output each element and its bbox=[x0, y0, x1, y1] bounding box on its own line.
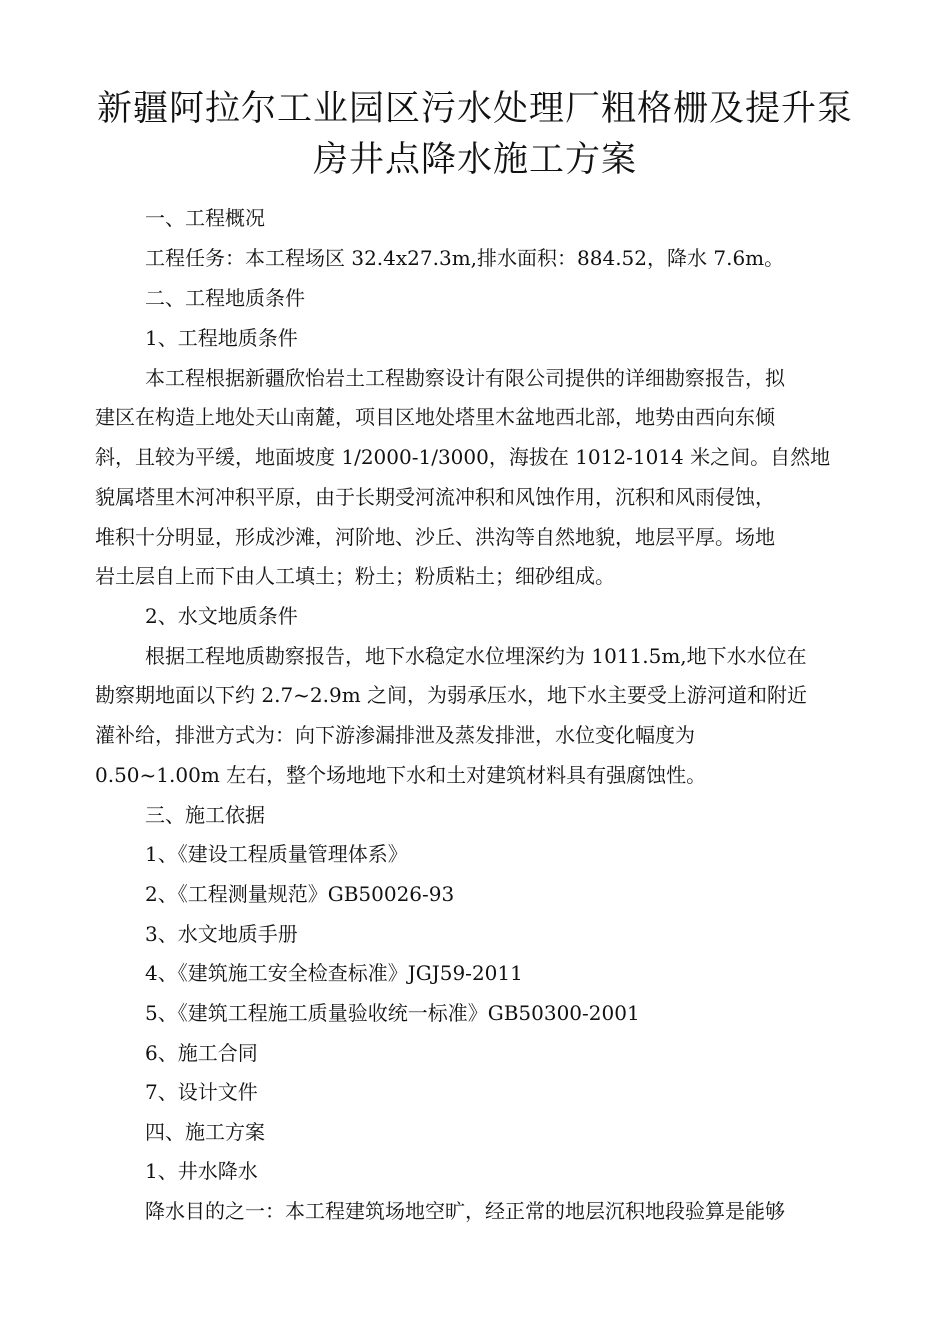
paragraph-line: 灌补给，排泄方式为：向下游渗漏排泄及蒸发排泄，水位变化幅度为 bbox=[95, 723, 695, 747]
list-item: 3、水文地质手册 bbox=[145, 922, 298, 946]
paragraph-line: 根据工程地质勘察报告，地下水稳定水位埋深约为 1011.5m,地下水水位在 bbox=[145, 644, 807, 668]
list-item: 4、《建筑施工安全检查标准》JGJ59-2011 bbox=[145, 961, 523, 985]
list-item: 2、《工程测量规范》GB50026-93 bbox=[145, 882, 455, 906]
list-item: 7、设计文件 bbox=[145, 1080, 258, 1104]
list-item: 5、《建筑工程施工质量验收统一标准》GB50300-2001 bbox=[145, 1001, 640, 1025]
section-heading-construction-plan: 四、施工方案 bbox=[145, 1120, 265, 1144]
subsection-heading-geology: 1、工程地质条件 bbox=[145, 326, 298, 350]
document-title-line-2: 房井点降水施工方案 bbox=[312, 140, 637, 180]
list-item: 6、施工合同 bbox=[145, 1041, 258, 1065]
paragraph-line: 0.50~1.00m 左右，整个场地地下水和土对建筑材料具有强腐蚀性。 bbox=[95, 763, 707, 787]
document-title-line-1: 新疆阿拉尔工业园区污水处理厂粗格栅及提升泵 bbox=[96, 89, 853, 129]
paragraph-line: 本工程根据新疆欣怡岩土工程勘察设计有限公司提供的详细勘察报告，拟 bbox=[145, 366, 785, 390]
paragraph-line: 勘察期地面以下约 2.7~2.9m 之间，为弱承压水，地下水主要受上游河道和附近 bbox=[95, 683, 808, 707]
paragraph-line: 岩土层自上而下由人工填土；粉土；粉质粘土；细砂组成。 bbox=[95, 564, 615, 588]
section-heading-geology: 二、工程地质条件 bbox=[145, 286, 305, 310]
list-item: 1、《建设工程质量管理体系》 bbox=[145, 842, 408, 866]
subsection-heading-well-dewatering: 1、井水降水 bbox=[145, 1159, 258, 1183]
subsection-heading-hydrogeology: 2、水文地质条件 bbox=[145, 604, 298, 628]
paragraph-line: 斜，且较为平缓，地面坡度 1/2000-1/3000，海拔在 1012-1014 米之间。自然地 bbox=[95, 445, 831, 469]
section-heading-project-overview: 一、工程概况 bbox=[145, 206, 265, 230]
paragraph-line: 堆积十分明显，形成沙滩，河阶地、沙丘、洪沟等自然地貌，地层平厚。场地 bbox=[95, 525, 775, 549]
section-heading-construction-basis: 三、施工依据 bbox=[145, 803, 265, 827]
paragraph-line: 降水目的之一：本工程建筑场地空旷，经正常的地层沉积地段验算是能够 bbox=[145, 1199, 785, 1223]
paragraph-line: 工程任务：本工程场区 32.4x27.3m,排水面积：884.52，降水 7.6m。 bbox=[145, 246, 785, 270]
paragraph-line: 貌属塔里木河冲积平原，由于长期受河流冲积和风蚀作用，沉积和风雨侵蚀， bbox=[95, 485, 775, 509]
paragraph-line: 建区在构造上地处天山南麓，项目区地处塔里木盆地西北部，地势由西向东倾 bbox=[95, 405, 775, 429]
